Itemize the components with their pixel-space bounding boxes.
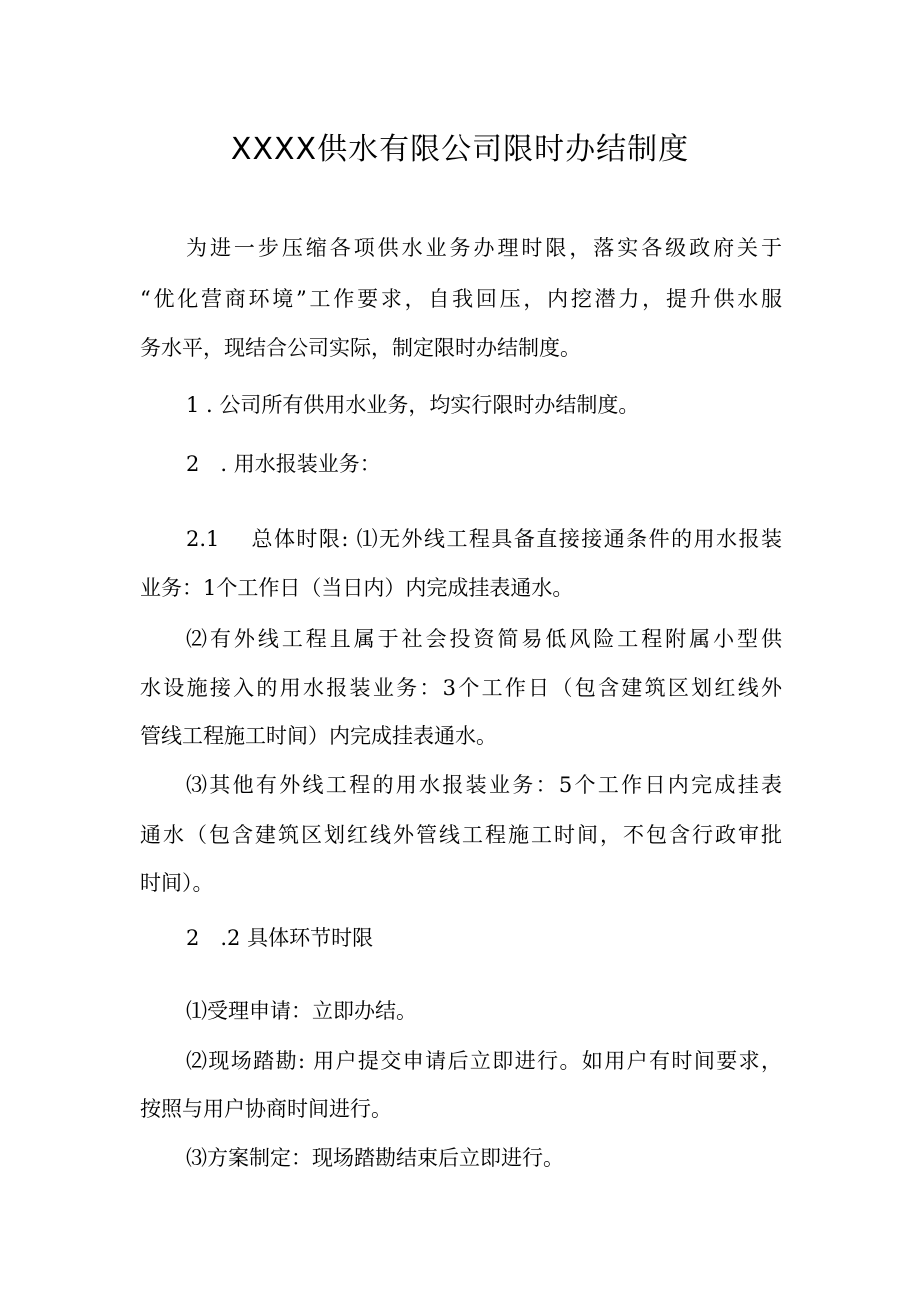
section-heading: 2 .2 具体环节时限 bbox=[186, 926, 374, 950]
paragraph-line: ⑵现场踏勘: 用户提交申请后立即进行。如用户有时间要求， bbox=[186, 1049, 782, 1073]
paragraph-line: 业务：1个工作日（当日内）内完成挂表通水。 bbox=[140, 576, 574, 600]
paragraph-line: ⑵有外线工程且属于社会投资简易低风险工程附属小型供 bbox=[186, 627, 782, 651]
paragraph-line: 务水平，现结合公司实际，制定限时办结制度。 bbox=[140, 336, 581, 360]
document-title: XXXX供水有限公司限时办结制度 bbox=[230, 132, 690, 167]
section-heading: 2 . 用水报装业务： bbox=[186, 452, 381, 476]
paragraph-line: ⑴受理申请：立即办结。 bbox=[186, 999, 417, 1023]
paragraph-line: “优化营商环境”工作要求，自我回压，内挖潜力，提升供水服 bbox=[140, 287, 782, 311]
paragraph-line: 为进一步压缩各项供水业务办理时限，落实各级政府关于 bbox=[186, 236, 782, 260]
paragraph-line: 时间）。 bbox=[140, 871, 214, 895]
paragraph-line: ⑶方案制定：现场踏勘结束后立即进行。 bbox=[186, 1146, 564, 1170]
paragraph-line: 2.1 总体时限: ⑴无外线工程具备直接接通条件的用水报装 bbox=[186, 527, 782, 551]
paragraph-line: 按照与用户协商时间进行。 bbox=[140, 1097, 392, 1121]
paragraph-line: 管线工程施工时间）内完成挂表通水。 bbox=[140, 724, 497, 748]
paragraph-line: ⑶其他有外线工程的用水报装业务：5个工作日内完成挂表 bbox=[186, 773, 782, 797]
paragraph-line: 1 . 公司所有供用水业务，均实行限时办结制度。 bbox=[186, 393, 640, 417]
paragraph-line: 水设施接入的用水报装业务：3个工作日（包含建筑区划红线外 bbox=[140, 676, 782, 700]
paragraph-line: 通水（包含建筑区划红线外管线工程施工时间，不包含行政审批 bbox=[140, 823, 782, 847]
